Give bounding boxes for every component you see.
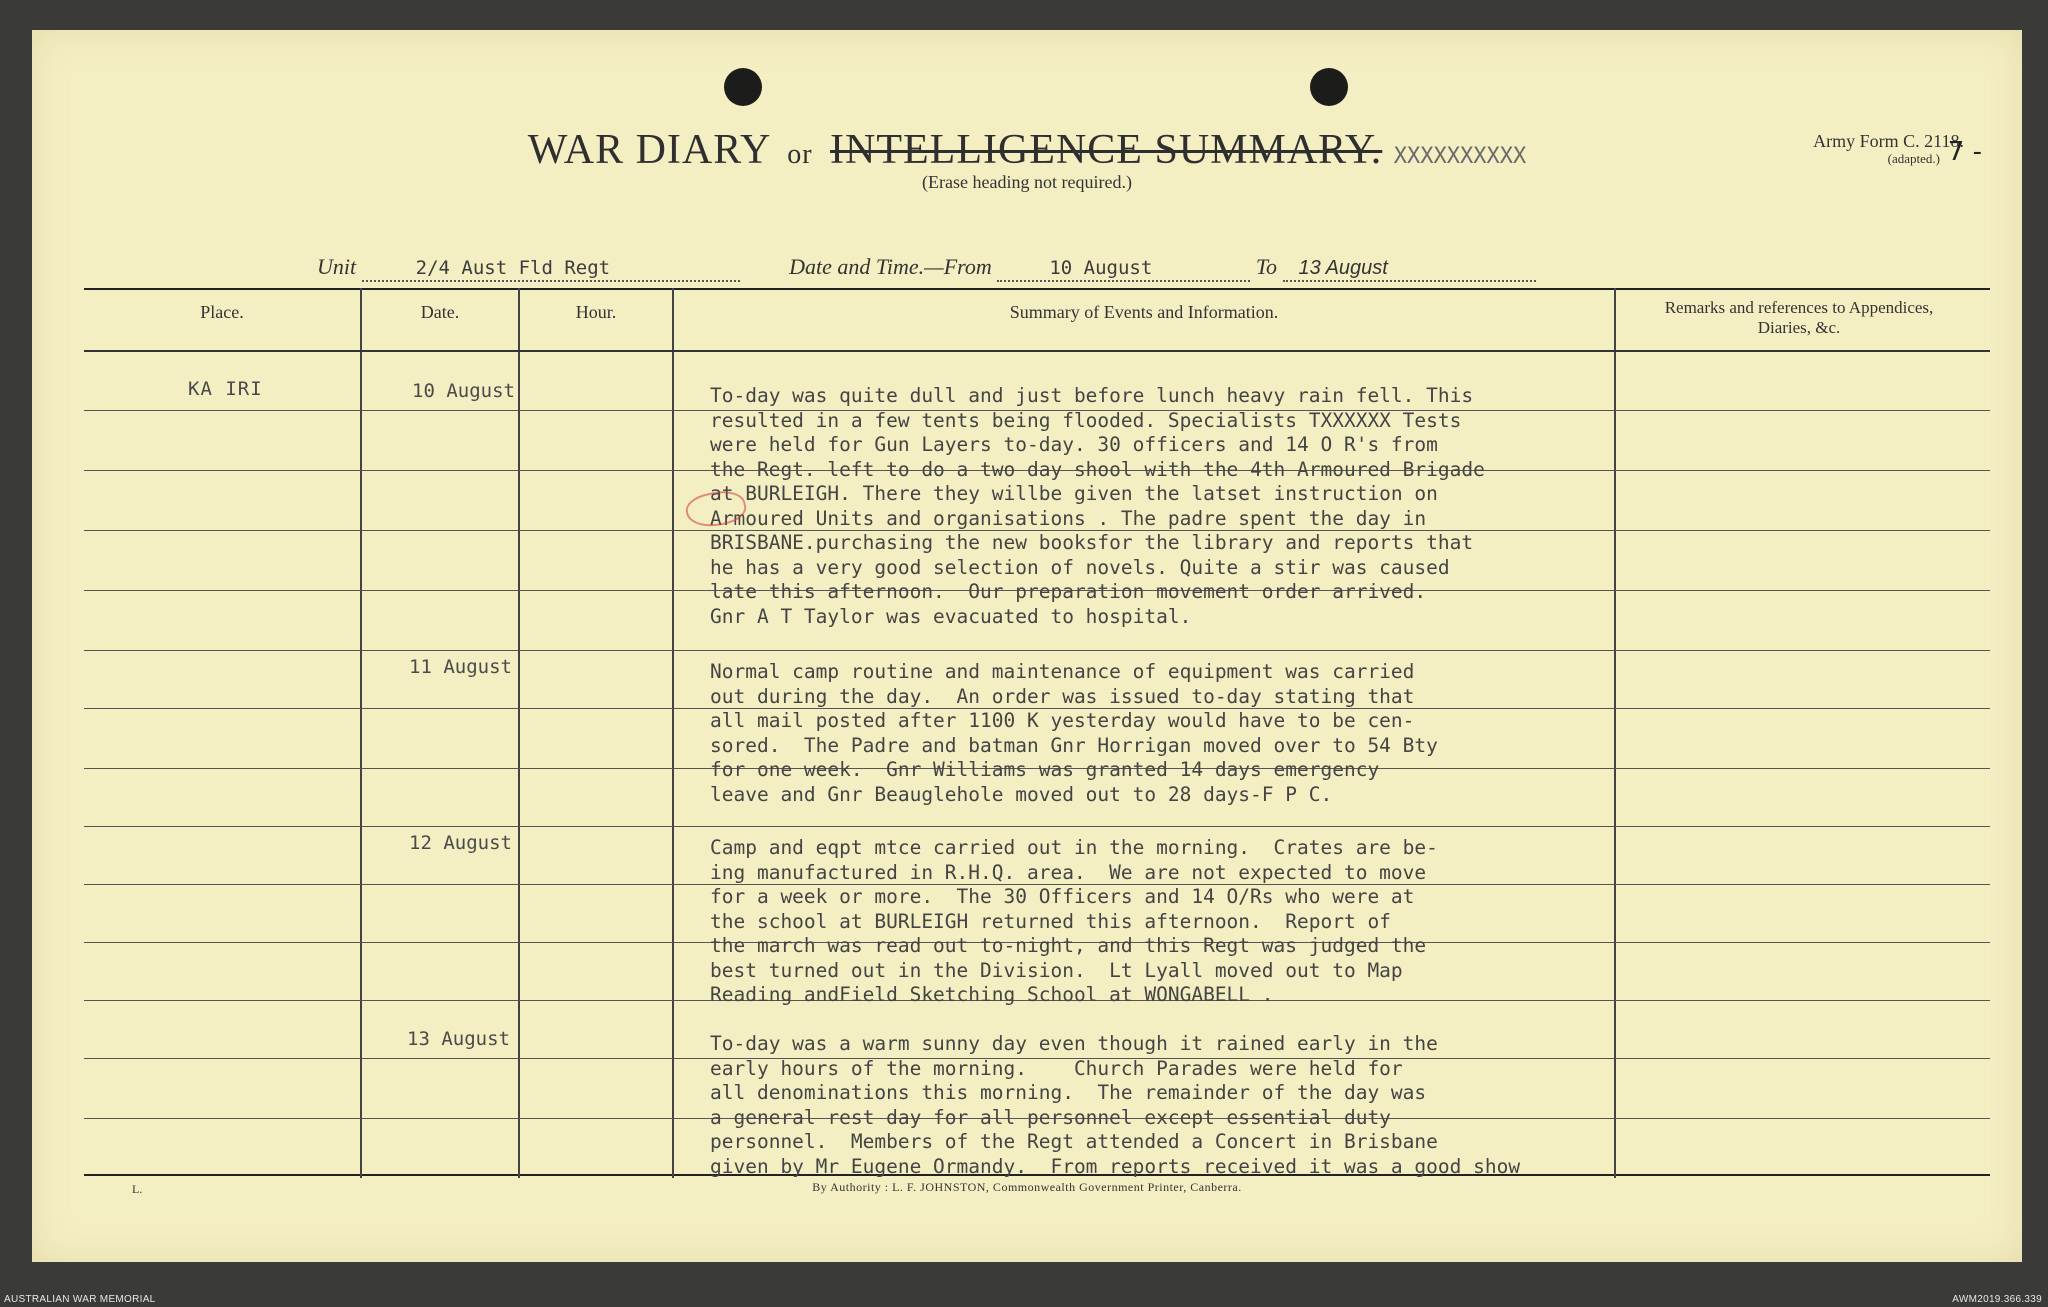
unit-field bbox=[362, 254, 740, 282]
to-field bbox=[1283, 254, 1536, 282]
diary-table bbox=[84, 288, 1990, 1178]
col-divider-place bbox=[360, 288, 362, 1178]
entry-text: Camp and eqpt mtce carried out in the morning. Crates are be- ing manufactured in R.H.Q. area. We are not expected to move for a week or more. The 30 Officers and 14 O/Rs who were at the school at BURLEIGH returned this afternoon. Report of the march was read out to-night, and this Regt was judged the best turned out in the Division. Lt Lyall moved out to Map Reading andField Sketching School at WONGABELL . bbox=[710, 836, 1438, 1006]
punch-hole-right bbox=[1310, 68, 1348, 106]
form-title bbox=[32, 126, 2022, 174]
date-time-label: Date and Time.—From bbox=[789, 254, 992, 279]
entry-date: 12 August bbox=[409, 832, 512, 854]
entry-date: 13 August bbox=[407, 1028, 510, 1050]
archive-credit: AUSTRALIAN WAR MEMORIAL bbox=[4, 1294, 156, 1305]
printer-authority: By Authority : L. F. JOHNSTON, Commonwealth Government Printer, Canberra. bbox=[812, 1180, 1242, 1194]
col-divider-hour bbox=[672, 288, 674, 1178]
erase-note: (Erase heading not required.) bbox=[922, 172, 1132, 192]
header-hour: Hour. bbox=[575, 302, 617, 322]
entry-text: To-day was a warm sunny day even though it rained early in the early hours of the morning. Church Parades were held for all denominations this morning. The remainder of the day was a general rest day for all personnel except essential duty personnel. Members of the Regt attended a Concert in Brisbane given by Mr Eugene Ormandy. From reports received it was a good show bbox=[710, 1032, 1521, 1178]
punch-hole-left bbox=[724, 68, 762, 106]
to-label: To bbox=[1255, 254, 1278, 279]
ruled-line bbox=[84, 826, 1990, 827]
page-mark: 7 - bbox=[1947, 137, 1982, 167]
army-form-label bbox=[1813, 131, 1982, 167]
ruled-line bbox=[84, 650, 1990, 651]
entry-text: Normal camp routine and maintenance of equipment was carried out during the day. An order was issued to-day stating that all mail posted after 1100 K yesterday would have to be cen- sored. The Padre and batman Gnr Horrigan moved over to 54 Bty for one week. Gnr Williams was granted 14 days emergency leave and Gnr Beauglehole moved out to 28 days-F P C. bbox=[710, 660, 1438, 806]
header-remarks: Remarks and references to Appendices, Diaries, &c. bbox=[1664, 298, 1934, 338]
from-field bbox=[997, 254, 1250, 282]
entry-date: 11 August bbox=[409, 656, 512, 678]
army-form-adapted: (adapted.) bbox=[1887, 150, 1940, 166]
army-form-number: Army Form C. 2118. bbox=[1813, 131, 1964, 151]
footer-form-mark: L. bbox=[132, 1182, 143, 1196]
unit-label: Unit bbox=[317, 254, 357, 279]
from-value: 10 August bbox=[1049, 257, 1153, 279]
header-summary: Summary of Events and Information. bbox=[1009, 302, 1279, 322]
title-war-diary: WAR DIARY bbox=[527, 127, 770, 173]
entry-text: To-day was quite dull and just before lunch heavy rain fell. This resulted in a few tents being flooded. Specialists TXXXXXX Tests were held for Gun Layers to-day. 30 officers and 14 O R's from the Regt. left to do a two day shool with the 4th Armoured Brigade at BURLEIGH. There they willbe given the latset instruction on Armoured Units and organisations . The padre spent the day in BRISBANE.purchasing the new booksfor the library and reports that he has a very good selection of novels. Quite a stir was caused late this afternoon. Our preparation movement order arrived. Gnr A T Taylor was evacuated to hospital. bbox=[710, 384, 1485, 628]
unit-value: 2/4 Aust Fld Regt bbox=[415, 257, 611, 279]
place-value: KA IRI bbox=[188, 378, 263, 400]
header-date: Date. bbox=[420, 302, 460, 322]
unit-date-line bbox=[317, 254, 1536, 282]
diary-page bbox=[32, 30, 2022, 1262]
archive-reference: AWM2019.366.339 bbox=[1952, 1294, 2042, 1305]
to-value: 13 August bbox=[1298, 257, 1388, 279]
entry-date: 10 August bbox=[412, 380, 515, 402]
col-divider-date bbox=[518, 288, 520, 1178]
title-xs: XXXXXXXXXX bbox=[1393, 144, 1527, 169]
title-or: or bbox=[787, 139, 813, 170]
col-divider-summary bbox=[1614, 288, 1616, 1178]
header-place: Place. bbox=[200, 302, 244, 322]
title-struck: INTELLIGENCE SUMMARY. bbox=[830, 127, 1383, 173]
header-rule bbox=[84, 350, 1990, 352]
table-top-rule bbox=[84, 288, 1990, 290]
